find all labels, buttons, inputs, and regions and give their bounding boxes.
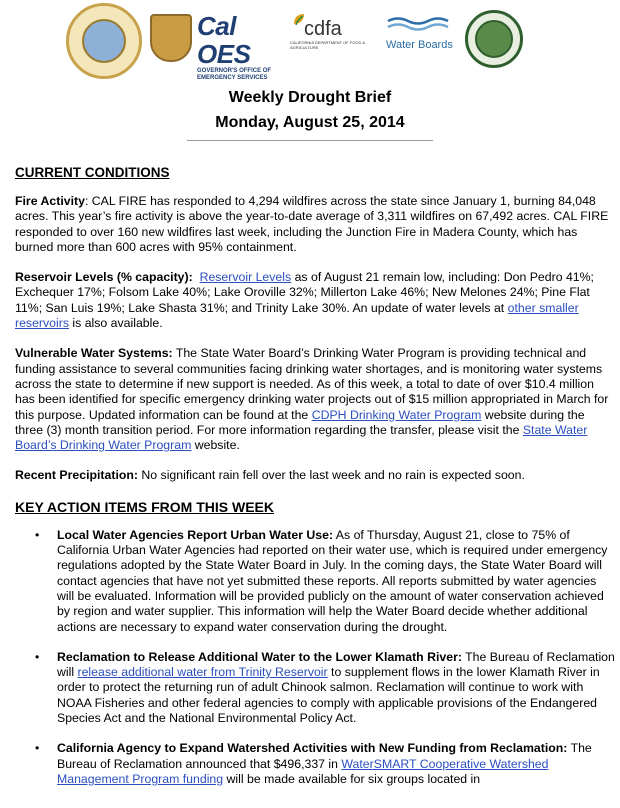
water-boards-logo (386, 16, 458, 52)
list-item-title: Reclamation to Release Additional Water to the Lower Klamath River: (57, 649, 462, 664)
key-action-items-list (15, 528, 615, 787)
cdfa-leaf-icon (292, 12, 306, 26)
vulnerable-water-systems-label: Vulnerable Water Systems: (15, 346, 173, 361)
vulnerable-text-1: The State Water Board’s Drinking Water Program is providing technical and funding assistance to several communities facing drinking water shortages, and is monitoring water systems across the state to determine if new support is needed. As of this week, a total to date of over $10.4 million has been identified for specific emergency drinking water projects out of $15 million appropriated in March for this purpose. Updated information can be found at the (15, 346, 609, 422)
reservoir-levels-text: as of August 21 remain low, including: Don Pedro 41%; Exchequer 17%; Folsom Lake 40%; Lake Oroville 32%; Millerton Lake 46%; New Melones 24%; Pine Flat 11%; San Luis 19%; Lake Shasta 31%; and Trinity Lake 30%. An update of water levels at (15, 270, 594, 315)
fire-activity-label: Fire Activity (15, 194, 85, 208)
list-item-text: As of Thursday, August 21, close to 75% of California Urban Water Agencies had reported on their water use, which is required under emergency regulations adopted by the State Water Board in July. In the coming days, the State Water Board will contact agencies that have not yet submitted these reports. All reports submitted by water agencies will be evaluated. Information will be provided publicly on the amount of water conservation achieved by region and water supplier. This information will help the Water Board decide whether additional actions are necessary to expand water conservation during the drought. (57, 527, 608, 634)
document-date: Monday, August 25, 2014 (215, 114, 405, 131)
fire-activity-text: : CAL FIRE has responded to 4,294 wildfires across the state since January 1, burning 84,048 acres. This year’s fire activity is above the year-to-date average of 3,311 wildfires on 67,492 acres. CAL FIRE responded to over 160 new wildfires last week, including the Junction Fire in Madera County, which has burned more than 600 acres with 95% containment. (15, 194, 609, 254)
cdfa-logo-subtext: CALIFORNIA DEPARTMENT OF FOOD & AGRICULTURE (290, 40, 366, 50)
title-divider (187, 140, 433, 141)
bullet-icon: • (35, 649, 40, 664)
cdph-drinking-water-link[interactable]: CDPH Drinking Water Program (311, 407, 482, 422)
cdfa-logo (290, 18, 370, 50)
list-item-text: The Bureau of Reclamation will (57, 649, 615, 680)
recent-precipitation-paragraph (15, 468, 615, 483)
recent-precipitation-label: Recent Precipitation: (15, 468, 138, 483)
cal-oes-logo-text: Cal OES (197, 11, 251, 69)
reservoir-levels-link[interactable]: Reservoir Levels (199, 270, 292, 285)
current-conditions-heading: CURRENT CONDITIONS (15, 165, 170, 180)
reservoir-levels-text-end: is also available. (68, 316, 163, 331)
california-bear-shield-logo (150, 14, 192, 62)
vulnerable-text-3: website. (191, 438, 240, 453)
cal-oes-logo (197, 12, 285, 82)
document-body (15, 165, 615, 802)
cdfa-logo-text: cdfa (304, 18, 342, 40)
document-title: Weekly Drought Brief (228, 89, 392, 106)
reservoir-levels-paragraph (15, 270, 615, 331)
fire-activity-paragraph (15, 194, 615, 255)
list-item-title: California Agency to Expand Watershed Activities with New Funding from Reclamation: (57, 741, 568, 756)
bullet-icon: • (35, 741, 40, 756)
vulnerable-text-2: website during the three (3) month transition period. For more information regarding the transfer, please visit the (15, 407, 585, 437)
state-agency-seal-logo (465, 10, 523, 68)
logo-banner (0, 0, 620, 84)
list-item (15, 741, 615, 787)
list-item-text-end: to supplement flows in the lower Klamath River in order to protect the returning run of adult Chinook salmon. Reclamation will continue to work with NOAA Fisheries and other federal agencies to comply with applicable provisions of the Endangered Species Act and the National Environmental Policy Act. (57, 665, 600, 726)
smaller-reservoirs-link[interactable]: other smaller reservoirs (15, 300, 579, 331)
state-water-board-drinking-water-link[interactable]: State Water Board’s Drinking Water Program (15, 422, 588, 453)
list-item-text: The Bureau of Reclamation announced that $496,337 in (57, 741, 592, 771)
bullet-icon: • (35, 527, 40, 542)
watersmart-funding-link[interactable]: WaterSMART Cooperative Watershed Management Program funding (57, 756, 549, 786)
vulnerable-water-systems-paragraph (15, 346, 615, 453)
list-item (15, 650, 615, 726)
reservoir-levels-label: Reservoir Levels (% capacity): (15, 270, 193, 285)
water-waves-icon (386, 16, 458, 32)
list-item-title: Local Water Agencies Report Urban Water Use: (57, 527, 334, 542)
list-item (15, 528, 615, 635)
governor-seal-logo (66, 3, 142, 79)
recent-precipitation-text: No significant rain fell over the last week and no rain is expected soon. (138, 468, 525, 483)
list-item-text-end: will be made available for six groups located in (223, 771, 481, 786)
water-boards-logo-text: Water Boards (386, 39, 453, 51)
trinity-reservoir-link[interactable]: release additional water from Trinity Reservoir (77, 665, 328, 680)
key-action-items-heading: KEY ACTION ITEMS FROM THIS WEEK (15, 498, 275, 515)
cal-oes-logo-subtext: GOVERNOR'S OFFICE OF EMERGENCY SERVICES (197, 68, 272, 81)
